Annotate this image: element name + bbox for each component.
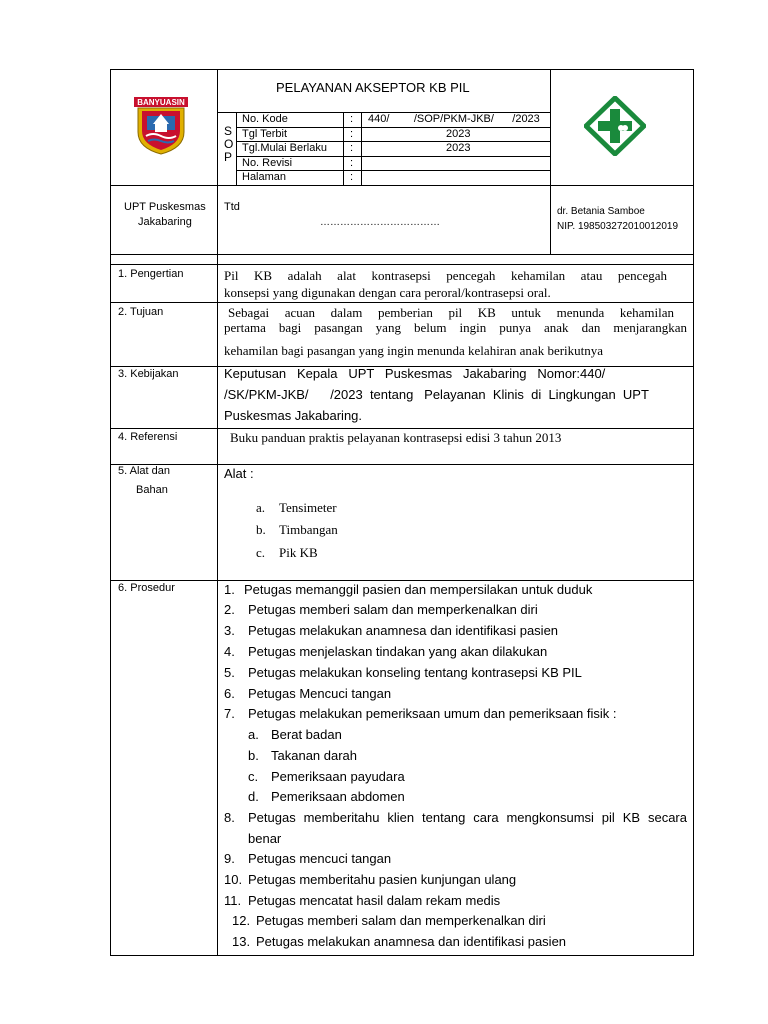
document-title: PELAYANAN AKSEPTOR KB PIL	[276, 80, 470, 95]
field-label-no-kode: No. Kode	[242, 113, 288, 125]
ttd-label: Ttd	[224, 201, 240, 213]
alat-item-text: Tensimeter	[279, 500, 337, 515]
label-alat-line2: Bahan	[136, 484, 168, 496]
sop-letter-p: P	[224, 150, 233, 164]
prosedur-substep-marker: d.	[248, 789, 259, 804]
prosedur-step-num: 2.	[224, 602, 235, 617]
referensi-text: Buku panduan praktis pelayanan kontrasepsi edisi 3 tahun 2013	[230, 430, 562, 445]
svg-text:BANYUASIN: BANYUASIN	[137, 98, 185, 107]
prosedur-substep-marker: b.	[248, 748, 259, 763]
prosedur-substep-text: Pemeriksaan abdomen	[271, 789, 405, 804]
sop-letter-o: O	[224, 137, 234, 151]
pengertian-line: Pil KB adalah alat kontrasepsi pencegah kehamilan atau pencegah	[224, 268, 667, 283]
field-sep: :	[350, 128, 354, 140]
prosedur-step-text: Petugas memberi salam dan memperkenalkan diri	[256, 913, 546, 928]
alat-item: c.	[256, 545, 266, 560]
kebijakan-line: Keputusan Kepala UPT Puskesmas Jakabaring Nomor:440/	[224, 366, 606, 381]
prosedur-step-text: Petugas melakukan pemeriksaan umum dan pemeriksaan fisik :	[248, 706, 617, 721]
prosedur-step-num: 13.	[232, 934, 251, 949]
prosedur-step-num: 8.	[224, 810, 235, 825]
field-label-no-revisi: No. Revisi	[242, 157, 293, 169]
alat-item: b.	[256, 522, 266, 537]
field-label-tgl-mulai: Tgl.Mulai Berlaku	[242, 142, 327, 154]
field-sep: :	[350, 113, 354, 125]
tujuan-line: Sebagai acuan dalam pemberian pil KB untuk menunda kehamilan	[228, 305, 674, 320]
kebijakan-line: Puskesmas Jakabaring.	[224, 408, 363, 423]
label-alat-line1: 5. Alat dan	[118, 465, 170, 477]
logo-banyuasin	[133, 96, 189, 156]
prosedur-substep-marker: a.	[248, 727, 259, 742]
prosedur-step-num: 10.	[224, 872, 243, 887]
alat-item-text: Timbangan	[279, 522, 338, 537]
prosedur-step-num: 9.	[224, 851, 235, 866]
prosedur-step-text: Petugas melakukan anamnesa dan identifikasi pasien	[248, 623, 559, 638]
alat-item: a.	[256, 500, 266, 515]
sop-letter-s: S	[224, 124, 233, 138]
logo-puskesmas	[584, 96, 646, 156]
label-referensi: 4. Referensi	[118, 431, 178, 443]
field-label-halaman: Halaman	[242, 171, 287, 183]
org-name-line1: UPT Puskesmas	[124, 201, 206, 213]
prosedur-step-text: Petugas Mencuci tangan	[248, 686, 392, 701]
field-label-tgl-terbit: Tgl Terbit	[242, 128, 288, 140]
alat-heading: Alat :	[224, 466, 254, 481]
alat-item-text: Pik KB	[279, 545, 318, 560]
pengertian-line: konsepsi yang digunakan dengan cara peroral/kontrasepsi oral.	[224, 285, 551, 300]
tujuan-line: kehamilan bagi pasangan yang ingin menunda kelahiran anak berikutnya	[224, 343, 604, 358]
field-sep: :	[350, 171, 354, 183]
field-value-tgl-terbit: 2023	[446, 128, 471, 140]
prosedur-step-text: Petugas memberitahu klien tentang cara mengkonsumsi pil KB secara	[248, 810, 687, 825]
label-prosedur: 6. Prosedur	[118, 582, 175, 594]
prosedur-substep-text: Takanan darah	[271, 748, 358, 763]
prosedur-step-text: Petugas melakukan anamnesa dan identifikasi pasien	[256, 934, 567, 949]
signer-name: dr. Betania Samboe	[557, 206, 645, 217]
prosedur-step-text: Petugas menjelaskan tindakan yang akan dilakukan	[248, 644, 548, 659]
prosedur-step-num: 3.	[224, 623, 235, 638]
signer-nip: NIP. 198503272010012019	[557, 221, 679, 232]
prosedur-step-num: 4.	[224, 644, 235, 659]
field-sep: :	[350, 142, 354, 154]
prosedur-step-text: Petugas melakukan konseling tentang kontrasepsi KB PIL	[248, 665, 582, 680]
prosedur-step-text-cont: benar	[248, 831, 282, 846]
kebijakan-line: /SK/PKM-JKB/ /2023 tentang Pelayanan Klinis di Lingkungan UPT	[224, 387, 649, 402]
field-sep: :	[350, 157, 354, 169]
prosedur-step-num: 6.	[224, 686, 235, 701]
prosedur-step-text: Petugas memberitahu pasien kunjungan ulang	[248, 872, 517, 887]
prosedur-step-num: 5.	[224, 665, 235, 680]
prosedur-step-text: Petugas memanggil pasien dan mempersilakan untuk duduk	[244, 582, 593, 597]
prosedur-step-num: 7.	[224, 706, 235, 721]
prosedur-step-text: Petugas memberi salam dan memperkenalkan diri	[248, 602, 538, 617]
field-value-tgl-mulai: 2023	[446, 142, 471, 154]
tujuan-line: pertama bagi pasangan yang belum ingin punya anak dan menjarangkan	[224, 320, 687, 335]
prosedur-step-num: 1.	[224, 582, 235, 597]
org-name-line2: Jakabaring	[138, 216, 192, 228]
signature-line: ………………………………	[320, 217, 440, 228]
prosedur-step-text: Petugas mencatat hasil dalam rekam medis	[248, 893, 501, 908]
prosedur-substep-text: Pemeriksaan payudara	[271, 769, 405, 784]
label-pengertian: 1. Pengertian	[118, 268, 184, 280]
label-tujuan: 2. Tujuan	[118, 306, 164, 318]
prosedur-step-num: 11.	[224, 893, 242, 908]
prosedur-substep-text: Berat badan	[271, 727, 342, 742]
prosedur-step-num: 12.	[232, 913, 251, 928]
label-kebijakan: 3. Kebijakan	[118, 368, 179, 380]
prosedur-substep-marker: c.	[248, 769, 259, 784]
prosedur-step-text: Petugas mencuci tangan	[248, 851, 392, 866]
field-value-no-kode: 440/ /SOP/PKM-JKB/ /2023	[368, 113, 540, 125]
